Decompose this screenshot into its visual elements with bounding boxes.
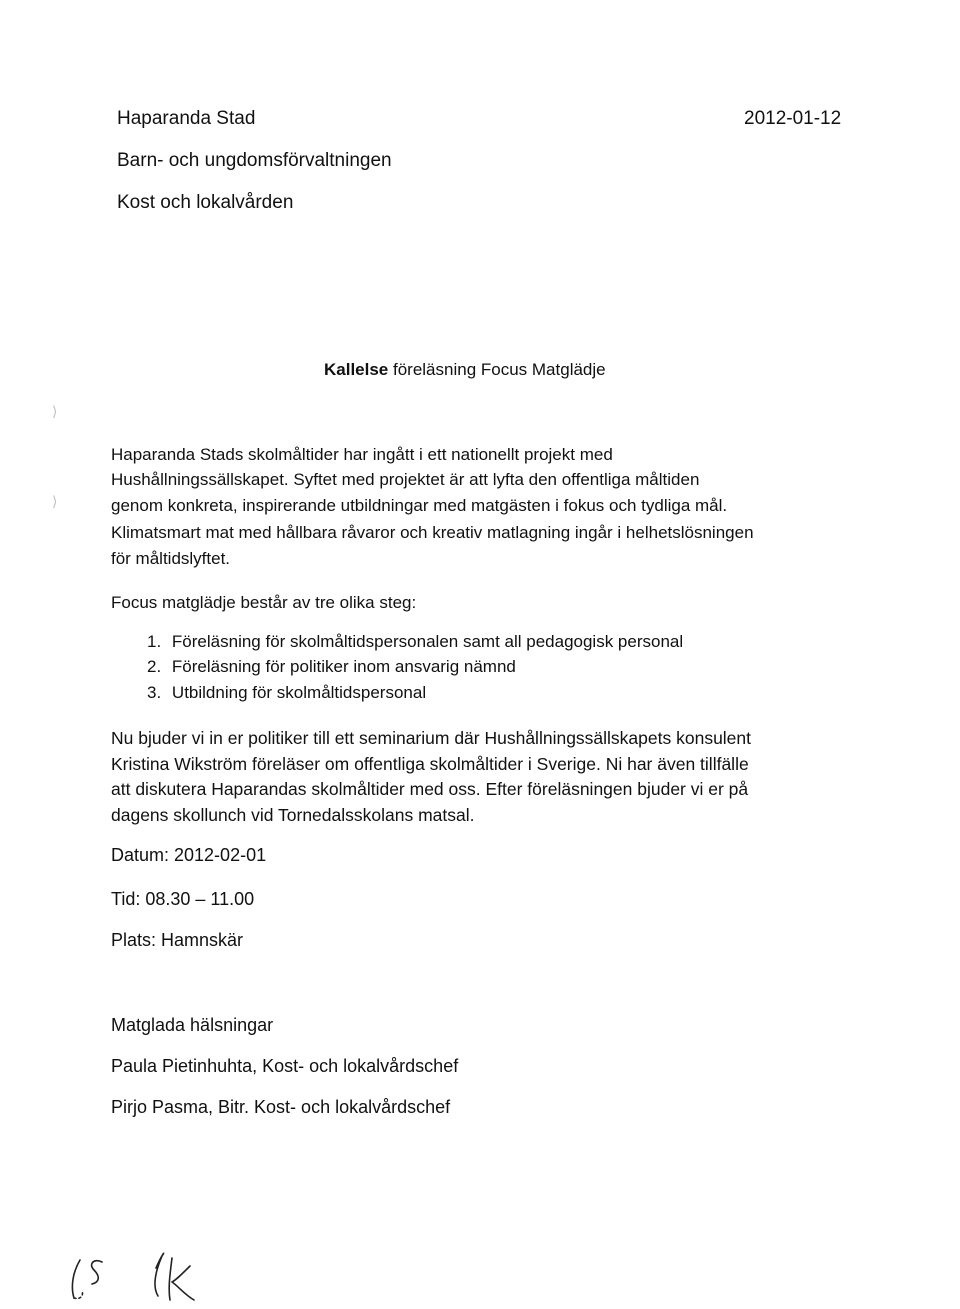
closing-greeting: Matglada hälsningar bbox=[111, 1015, 274, 1035]
intro-line: Haparanda Stads skolmåltider har ingått i ett nationellt projekt med bbox=[111, 445, 613, 464]
list-number: 1. bbox=[147, 632, 162, 651]
document-date: 2012-01-12 bbox=[744, 108, 842, 129]
event-date: Datum: 2012-02-01 bbox=[111, 845, 267, 865]
scan-artifact: ⟩ bbox=[52, 494, 58, 510]
intro-line: genom konkreta, inspirerande utbildningar med matgästen i fokus och tydliga mål. bbox=[111, 496, 728, 515]
department-name: Barn- och ungdomsförvaltningen bbox=[117, 150, 392, 171]
invitation-line: Nu bjuder vi in er politiker till ett seminarium där Hushållningssällskapets konsulent bbox=[111, 728, 752, 748]
list-item bbox=[147, 657, 516, 677]
signer-name: Pirjo Pasma, Bitr. Kost- och lokalvårdschef bbox=[111, 1097, 451, 1117]
unit-name: Kost och lokalvården bbox=[117, 192, 294, 213]
invitation-line: dagens skollunch vid Tornedalsskolans matsal. bbox=[111, 805, 475, 825]
invitation-line: Kristina Wikström föreläser om offentliga skolmåltider i Sverige. Ni har även tillfälle bbox=[111, 754, 749, 774]
document-title bbox=[324, 360, 606, 380]
signer-name: Paula Pietinhuhta, Kost- och lokalvårdschef bbox=[111, 1056, 459, 1076]
list-text: Utbildning för skolmåltidspersonal bbox=[171, 683, 427, 702]
list-item bbox=[147, 632, 683, 652]
list-item bbox=[147, 683, 426, 703]
event-location: Plats: Hamnskär bbox=[111, 930, 244, 950]
list-number: 2. bbox=[147, 657, 162, 676]
steps-heading: Focus matglädje består av tre olika steg: bbox=[111, 593, 417, 612]
scan-artifact: ⟩ bbox=[52, 404, 58, 420]
intro-line: för måltidslyftet. bbox=[111, 549, 231, 568]
list-text: Föreläsning för skolmåltidspersonalen samt all pedagogisk personal bbox=[171, 632, 684, 651]
invitation-line: att diskutera Haparandas skolmåltider med oss. Efter föreläsningen bjuder vi er på bbox=[111, 779, 749, 799]
intro-line: Klimatsmart mat med hållbara råvaror och kreativ matlagning ingår i helhetslösningen bbox=[111, 523, 754, 542]
intro-line: Hushållningssällskapet. Syftet med projektet är att lyfta den offentliga måltiden bbox=[111, 470, 700, 489]
title-bold: Kallelse bbox=[324, 360, 389, 379]
handwritten-initials-signature bbox=[60, 1240, 220, 1305]
list-text: Föreläsning för politiker inom ansvarig nämnd bbox=[171, 657, 516, 676]
title-rest: föreläsning Focus Matglädje bbox=[388, 360, 606, 379]
organization-name: Haparanda Stad bbox=[117, 108, 256, 129]
event-time: Tid: 08.30 – 11.00 bbox=[111, 889, 255, 909]
list-number: 3. bbox=[147, 683, 162, 702]
